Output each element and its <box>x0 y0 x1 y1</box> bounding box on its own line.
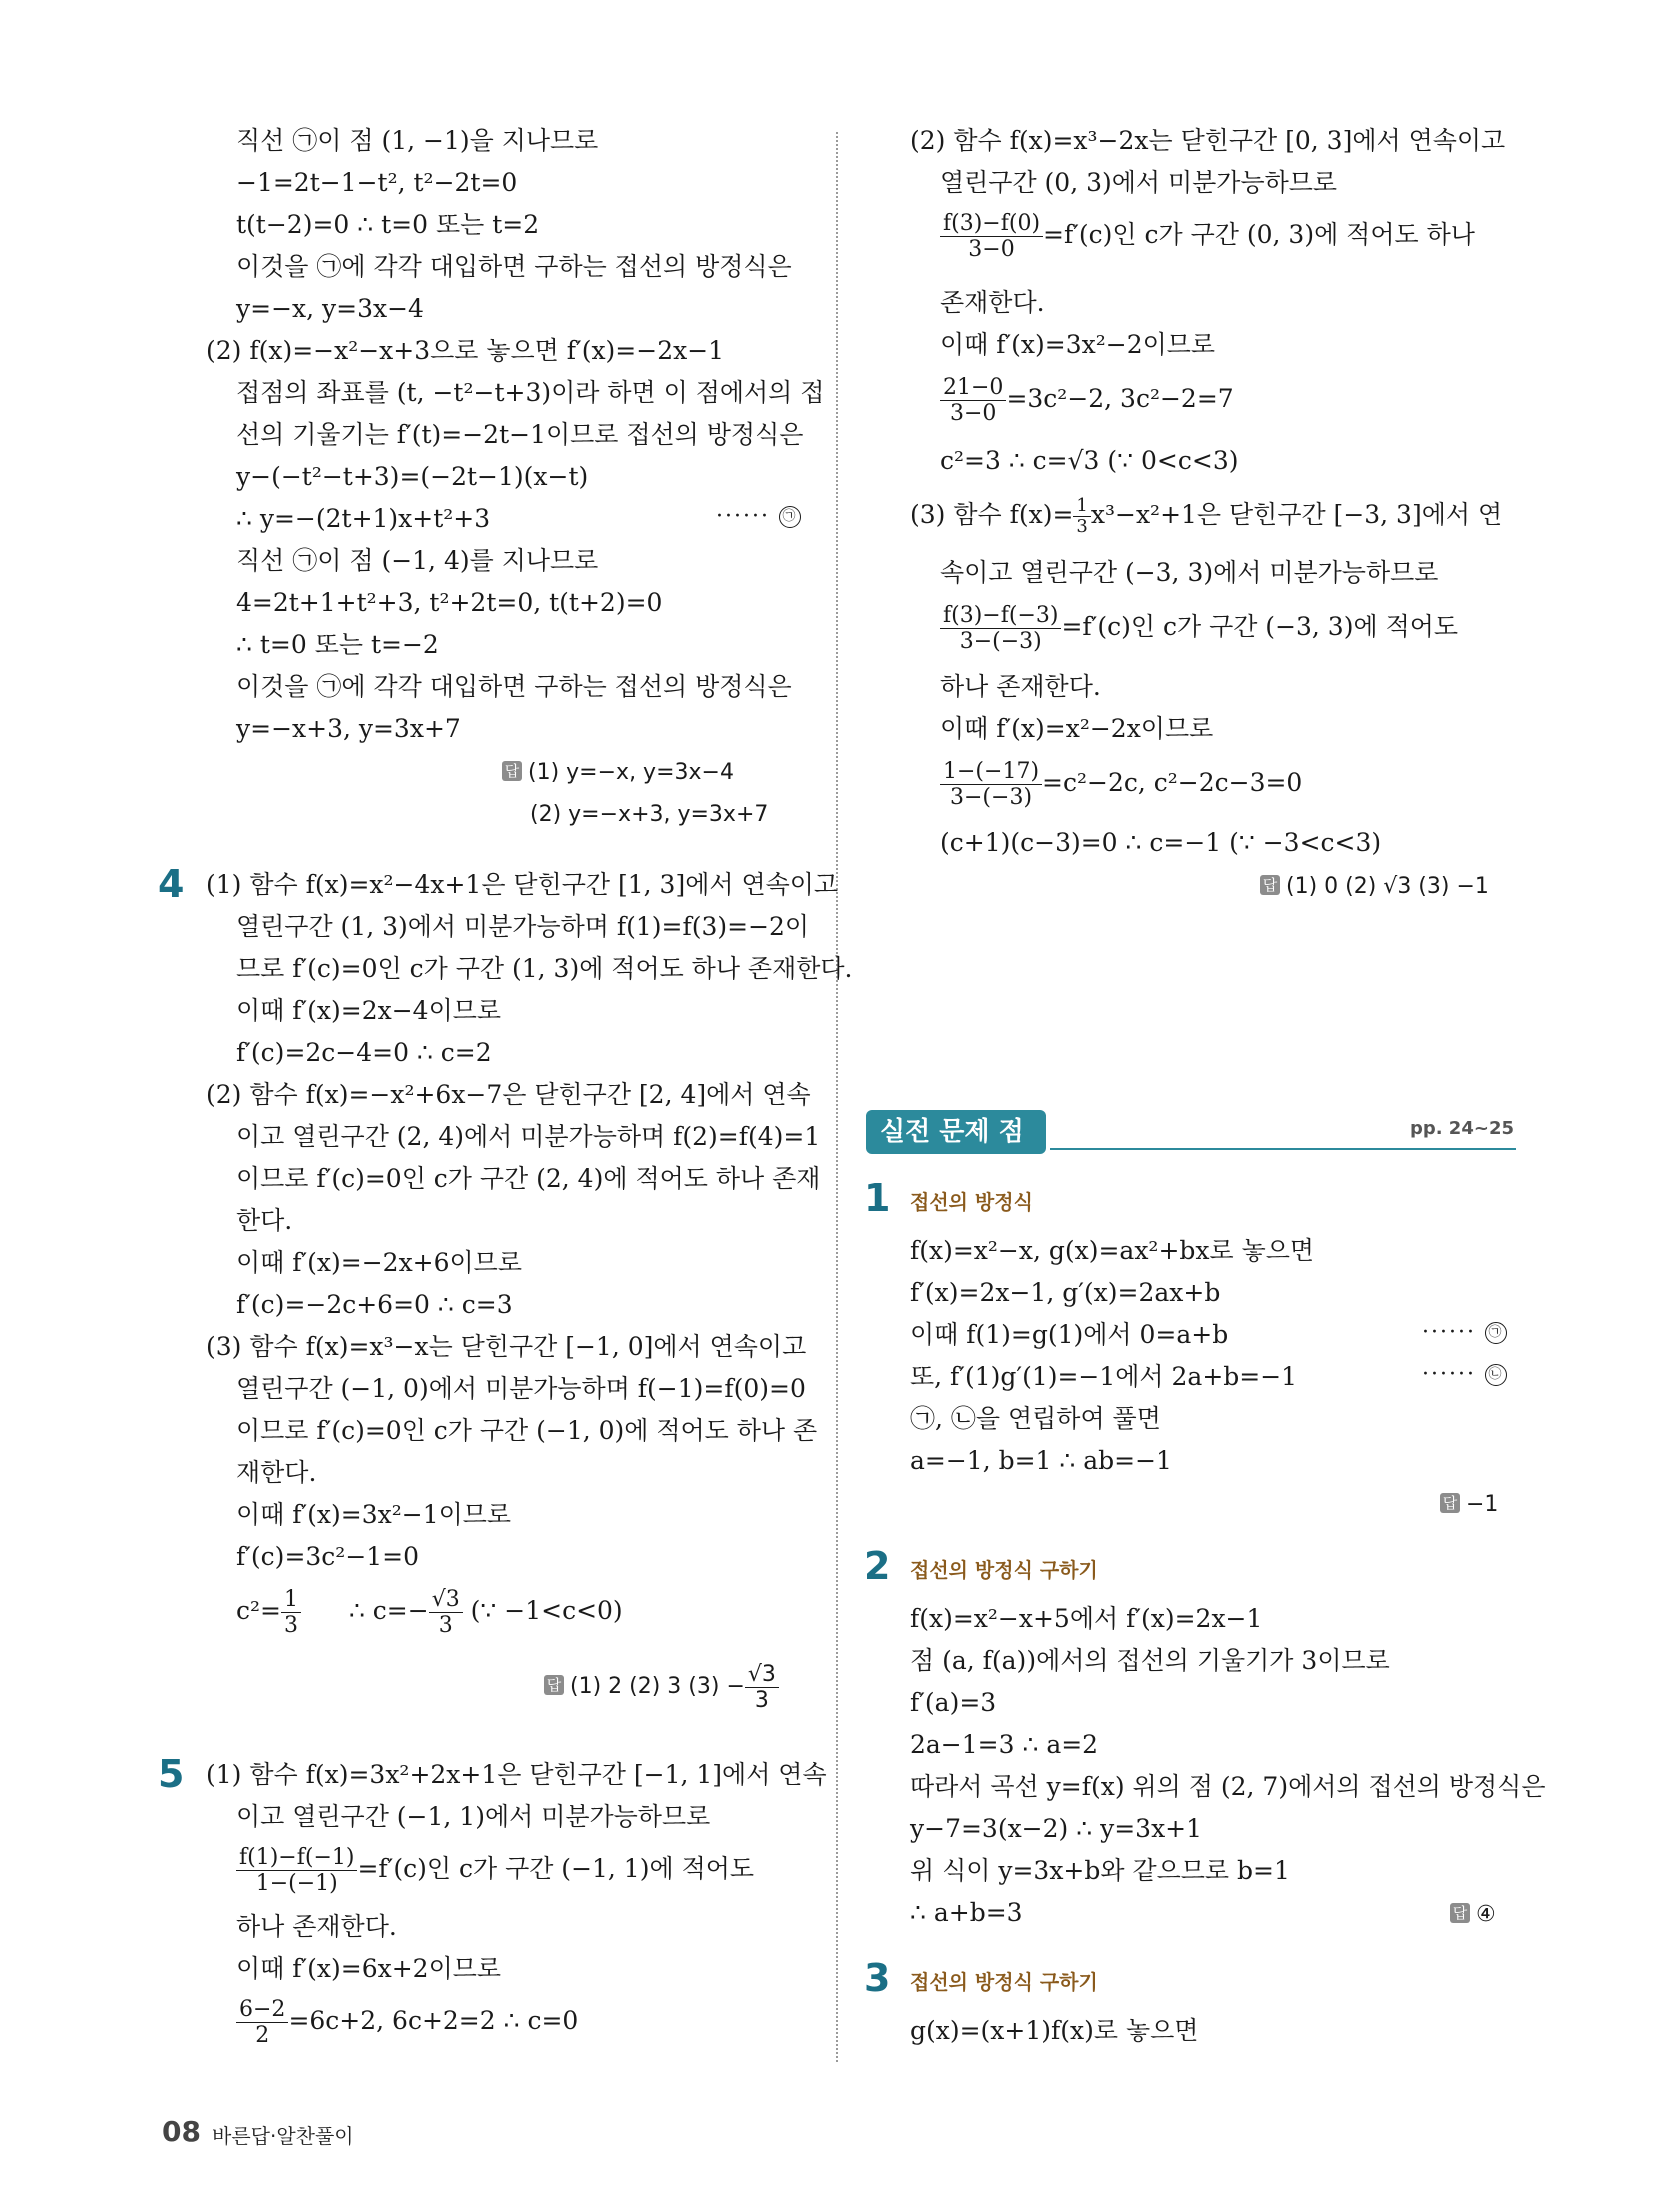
text: ∴ c=− <box>348 1596 429 1625</box>
text-line: ∴ a+b=3 <box>910 1898 1023 1927</box>
text-line: (1) 함수 f(x)=x²−4x+1은 닫힌구간 [1, 3]에서 연속이고 <box>206 870 839 899</box>
text-line: y−7=3(x−2) ∴ y=3x+1 <box>910 1814 1203 1843</box>
answer-text: (1) y=−x, y=3x−4 <box>528 760 734 785</box>
numerator: 1 <box>1073 496 1090 517</box>
text-line: 이때 f′(x)=6x+2이므로 <box>236 1954 502 1983</box>
text-line: 위 식이 y=3x+b와 같으므로 b=1 <box>910 1856 1290 1885</box>
denominator: 3 <box>438 1613 453 1638</box>
fraction <box>1073 496 1090 537</box>
text-line: f′(a)=3 <box>910 1688 997 1717</box>
text-line: 이때 f′(x)=3x²−1이므로 <box>236 1500 512 1529</box>
answer-text: ④ <box>1476 1902 1496 1927</box>
text-line: 이고 열린구간 (−1, 1)에서 미분가능하므로 <box>236 1802 711 1831</box>
text-line: 직선 ㉠이 점 (1, −1)을 지나므로 <box>236 126 599 155</box>
fraction <box>940 375 1006 426</box>
question-title: 접선의 방정식 구하기 <box>910 1970 1098 1994</box>
answer-line <box>1450 1898 1496 1932</box>
text-line: 이것을 ㉠에 각각 대입하면 구하는 접선의 방정식은 <box>236 252 792 281</box>
problem-number: 4 <box>158 862 185 906</box>
text-line: 이때 f′(x)=3x²−2이므로 <box>940 330 1216 359</box>
text-line: 열린구간 (0, 3)에서 미분가능하므로 <box>940 168 1338 197</box>
text-line: 존재한다. <box>940 288 1045 317</box>
text: =f′(c)인 c가 구간 (−1, 1)에 적어도 <box>357 1854 755 1883</box>
text-line: 이때 f′(x)=−2x+6이므로 <box>236 1248 522 1277</box>
fraction <box>940 603 1061 654</box>
section-badge <box>866 1110 1046 1191</box>
text: =6c+2, 6c+2=2 ∴ c=0 <box>288 2006 579 2035</box>
problem-number: 5 <box>158 1752 185 1796</box>
fraction-line <box>940 372 1234 426</box>
text-line: 열린구간 (1, 3)에서 미분가능하며 f(1)=f(3)=−2이 <box>236 912 810 941</box>
text-line: ∴ t=0 또는 t=−2 <box>236 630 439 659</box>
numerator: 21−0 <box>940 375 1006 401</box>
text: (3) 함수 f(x)= <box>910 500 1074 529</box>
answer-text: (1) 0 (2) √3 (3) −1 <box>1286 874 1489 899</box>
text: =f′(c)인 c가 구간 (−3, 3)에 적어도 <box>1061 612 1459 641</box>
page-number: 08 <box>162 2115 201 2148</box>
answer-line: (2) y=−x+3, y=3x+7 <box>530 802 769 827</box>
text-line: c²=3 ∴ c=√3 (∵ 0<c<3) <box>940 446 1239 475</box>
denominator: 3−(−3) <box>959 629 1042 654</box>
column-divider <box>836 132 838 2062</box>
text-line: (2) 함수 f(x)=−x²+6x−7은 닫힌구간 [2, 4]에서 연속 <box>206 1080 811 1109</box>
text: =c²−2c, c²−2c−3=0 <box>1042 768 1303 797</box>
text-line: f′(x)=2x−1, g′(x)=2ax+b <box>910 1278 1221 1307</box>
fraction-line <box>940 600 1458 654</box>
denominator: 3 <box>754 1687 769 1713</box>
text-line: (1) 함수 f(x)=3x²+2x+1은 닫힌구간 [−1, 1]에서 연속 <box>206 1760 827 1789</box>
text-line: f′(c)=−2c+6=0 ∴ c=3 <box>236 1290 513 1319</box>
text-line: 이므로 f′(c)=0인 c가 구간 (−1, 0)에 적어도 하나 존 <box>236 1416 818 1445</box>
answer-line <box>544 1660 779 1714</box>
text-line: 점 (a, f(a))에서의 접선의 기울기가 3이므로 <box>910 1646 1390 1675</box>
denominator: 3 <box>283 1613 298 1638</box>
text-line: 2a−1=3 ∴ a=2 <box>910 1730 1099 1759</box>
text-line: 이때 f′(x)=x²−2x이므로 <box>940 714 1214 743</box>
text-line: (2) 함수 f(x)=x³−2x는 닫힌구간 [0, 3]에서 연속이고 <box>910 126 1506 155</box>
text-line: 선의 기울기는 f′(t)=−2t−1이므로 접선의 방정식은 <box>236 420 804 449</box>
denominator: 3−0 <box>950 401 997 426</box>
answer-line <box>1260 870 1489 904</box>
text-line: y−(−t²−t+3)=(−2t−1)(x−t) <box>236 462 589 491</box>
numerator: √3 <box>429 1587 463 1613</box>
text-line: 재한다. <box>236 1458 317 1487</box>
fraction <box>745 1662 779 1713</box>
text-line: 접점의 좌표를 (t, −t²−t+3)이라 하면 이 점에서의 접 <box>236 378 825 407</box>
denominator: 3 <box>1076 516 1088 537</box>
answer-tag: 답 <box>502 761 522 781</box>
fraction <box>429 1587 463 1638</box>
answer-text: (1) 2 (2) 3 (3) − <box>570 1674 745 1699</box>
text-line: g(x)=(x+1)f(x)로 놓으면 <box>910 2016 1199 2045</box>
text-line: 4=2t+1+t²+3, t²+2t=0, t(t+2)=0 <box>236 588 663 617</box>
text: c²= <box>236 1596 281 1625</box>
circle-marker: ㉡ <box>1485 1364 1507 1386</box>
fraction <box>940 759 1042 810</box>
numerator: f(3)−f(0) <box>940 211 1043 237</box>
numerator: f(1)−f(−1) <box>236 1845 357 1871</box>
text-line: ∴ y=−(2t+1)x+t²+3 <box>236 504 491 533</box>
fraction-line <box>940 756 1302 810</box>
text-line: 하나 존재한다. <box>236 1912 397 1941</box>
text-line: (3) 함수 f(x)=x³−x는 닫힌구간 [−1, 0]에서 연속이고 <box>206 1332 807 1361</box>
text-line: −1=2t−1−t², t²−2t=0 <box>236 168 518 197</box>
text-line: 한다. <box>236 1206 293 1235</box>
text-line: (c+1)(c−3)=0 ∴ c=−1 (∵ −3<c<3) <box>940 828 1382 857</box>
text-line: 열린구간 (−1, 0)에서 미분가능하며 f(−1)=f(0)=0 <box>236 1374 806 1403</box>
dots: ······ <box>1422 1362 1476 1387</box>
denominator: 3−0 <box>968 237 1015 262</box>
text: (∵ −1<c<0) <box>470 1596 623 1625</box>
question-title: 접선의 방정식 <box>910 1190 1033 1214</box>
page-reference: pp. 24~25 <box>1409 1118 1514 1139</box>
fraction-line <box>236 1584 623 1638</box>
text-line: 이고 열린구간 (2, 4)에서 미분가능하며 f(2)=f(4)=1 <box>236 1122 821 1151</box>
answer-tag: 답 <box>1440 1493 1460 1513</box>
answer-tag: 답 <box>1260 875 1280 895</box>
text-line: f(x)=x²−x+5에서 f′(x)=2x−1 <box>910 1604 1263 1633</box>
denominator: 1−(−1) <box>255 1871 338 1896</box>
footer-title: 바른답·알찬풀이 <box>212 2124 354 2148</box>
text-line: 이것을 ㉠에 각각 대입하면 구하는 접선의 방정식은 <box>236 672 792 701</box>
fraction <box>236 1845 357 1896</box>
section-title-emphasis: 점검 <box>880 1117 1024 1191</box>
answer-tag: 답 <box>1450 1903 1470 1923</box>
circle-marker: ㉠ <box>779 506 801 528</box>
text-line: f(x)=x²−x, g(x)=ax²+bx로 놓으면 <box>910 1236 1315 1265</box>
numerator: 1−(−17) <box>940 759 1042 785</box>
text-line: y=−x, y=3x−4 <box>236 294 424 323</box>
question-number: 3 <box>864 1956 891 2000</box>
answer-line <box>502 756 734 790</box>
answer-tag: 답 <box>544 1675 564 1695</box>
denominator: 2 <box>255 2023 270 2048</box>
dots-marker <box>716 504 801 529</box>
question-number: 2 <box>864 1544 891 1588</box>
fraction-line <box>940 208 1475 262</box>
fraction <box>281 1587 301 1638</box>
text-line: 직선 ㉠이 점 (−1, 4)를 지나므로 <box>236 546 599 575</box>
text: =3c²−2, 3c²−2=7 <box>1006 384 1234 413</box>
text: x³−x²+1은 닫힌구간 [−3, 3]에서 연 <box>1090 500 1503 529</box>
fraction <box>236 1997 288 2048</box>
numerator: 1 <box>281 1587 301 1613</box>
fraction-line <box>236 1842 754 1896</box>
text-line: y=−x+3, y=3x+7 <box>236 714 461 743</box>
circle-marker: ㉠ <box>1485 1322 1507 1344</box>
question-title: 접선의 방정식 구하기 <box>910 1558 1098 1582</box>
text-line: 므로 f′(c)=0인 c가 구간 (1, 3)에 적어도 하나 존재한다. <box>236 954 853 983</box>
answer-line <box>1440 1488 1498 1522</box>
text-line: ㉠, ㉡을 연립하여 풀면 <box>910 1404 1161 1433</box>
numerator: f(3)−f(−3) <box>940 603 1061 629</box>
text-line: 하나 존재한다. <box>940 672 1101 701</box>
fraction <box>940 211 1043 262</box>
text-line: 이므로 f′(c)=0인 c가 구간 (2, 4)에 적어도 하나 존재 <box>236 1164 821 1193</box>
text: =f′(c)인 c가 구간 (0, 3)에 적어도 하나 <box>1043 220 1475 249</box>
text-line: f′(c)=2c−4=0 ∴ c=2 <box>236 1038 492 1067</box>
dots: ······ <box>1422 1320 1476 1345</box>
dots-marker <box>1422 1320 1507 1345</box>
text-line: f′(c)=3c²−1=0 <box>236 1542 420 1571</box>
section-rule <box>1050 1148 1516 1150</box>
text-line: 속이고 열린구간 (−3, 3)에서 미분가능하므로 <box>940 558 1439 587</box>
dots-marker <box>1422 1362 1507 1387</box>
fraction-line <box>236 1994 578 2048</box>
question-number: 1 <box>864 1176 891 1220</box>
text-line: a=−1, b=1 ∴ ab=−1 <box>910 1446 1172 1475</box>
text-line: t(t−2)=0 ∴ t=0 또는 t=2 <box>236 210 540 239</box>
text-line: 이때 f(1)=g(1)에서 0=a+b <box>910 1320 1229 1349</box>
section-title: 실전 문제 <box>880 1117 990 1147</box>
numerator: √3 <box>745 1662 779 1688</box>
dots: ······ <box>716 504 770 529</box>
text-line: 이때 f′(x)=2x−4이므로 <box>236 996 502 1025</box>
text-line: (2) f(x)=−x²−x+3으로 놓으면 f′(x)=−2x−1 <box>206 336 725 365</box>
text-line: 또, f′(1)g′(1)=−1에서 2a+b=−1 <box>910 1362 1298 1391</box>
fraction-line <box>910 488 1502 542</box>
answer-text: −1 <box>1466 1492 1499 1517</box>
numerator: 6−2 <box>236 1997 288 2023</box>
denominator: 3−(−3) <box>950 785 1033 810</box>
text-line: 따라서 곡선 y=f(x) 위의 점 (2, 7)에서의 접선의 방정식은 <box>910 1772 1546 1801</box>
